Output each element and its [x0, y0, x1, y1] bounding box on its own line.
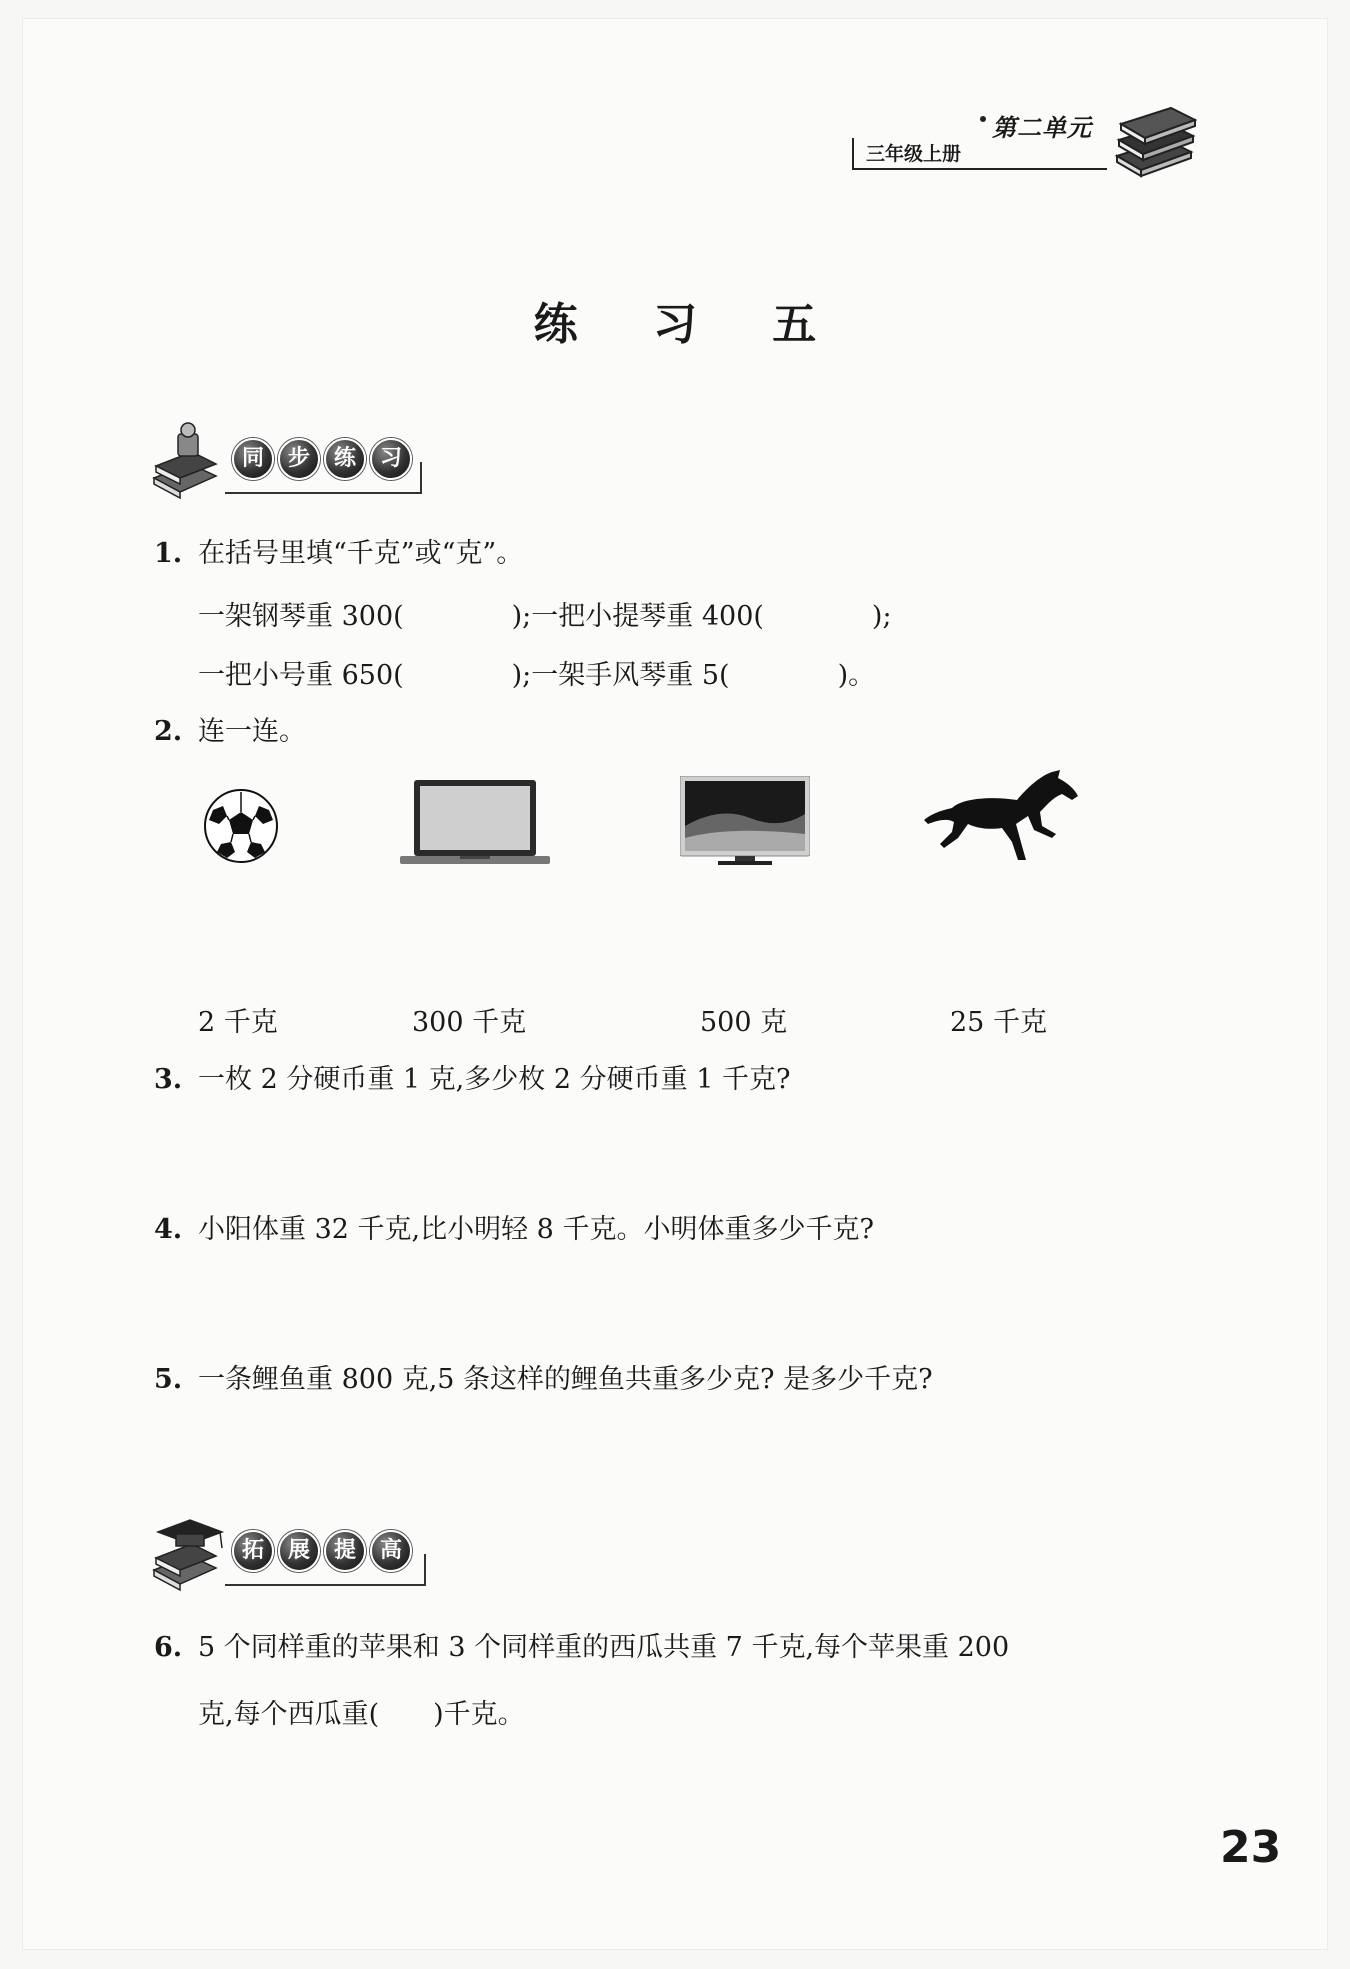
- section-char: 展: [278, 1530, 320, 1572]
- section-char: 同: [232, 438, 274, 480]
- unit-title: 第二单元: [992, 114, 1092, 142]
- laptop-image: [400, 778, 550, 866]
- section-char: 步: [278, 438, 320, 480]
- question-text: 一枚 2 分硬币重 1 克,多少枚 2 分硬币重 1 千克?: [198, 1064, 791, 1095]
- question-6-line-2: 克,每个西瓜重( )千克。: [198, 1699, 525, 1730]
- question-number: 4.: [154, 1214, 183, 1245]
- weight-label: 2 千克: [198, 1007, 278, 1038]
- question-text: 一条鲤鱼重 800 克,5 条这样的鲤鱼共重多少克? 是多少千克?: [198, 1364, 933, 1395]
- question-6: [154, 1628, 1009, 1668]
- question-1-line-1: 一架钢琴重 300( );一把小提琴重 400( );: [198, 601, 892, 632]
- weight-label: 25 千克: [950, 1007, 1047, 1038]
- graduation-cap-books-icon: [150, 1512, 230, 1592]
- weight-label: 500 克: [700, 1007, 788, 1038]
- section-practice-header: [150, 420, 422, 500]
- page-title: 练 习 五: [533, 299, 847, 350]
- books-lamp-icon: [150, 420, 230, 500]
- question-prompt: 连一连。: [198, 716, 306, 747]
- question-1: [154, 534, 523, 574]
- weight-label: 300 千克: [412, 1007, 527, 1038]
- grade-label: 三年级上册: [852, 138, 1107, 170]
- section-badges: [232, 1530, 412, 1572]
- section-char: 习: [370, 438, 412, 480]
- television-image: [680, 776, 810, 868]
- question-number: 1.: [154, 538, 183, 569]
- section-badges: [232, 438, 412, 480]
- question-number: 5.: [154, 1364, 183, 1395]
- question-number: 6.: [154, 1632, 183, 1663]
- question-2: [154, 712, 306, 752]
- question-5: [154, 1360, 933, 1400]
- question-3: [154, 1060, 790, 1100]
- section-char: 提: [324, 1530, 366, 1572]
- page-number: 23: [1220, 1822, 1282, 1873]
- section-extension-header: [150, 1512, 426, 1592]
- question-number: 2.: [154, 716, 183, 747]
- question-number: 3.: [154, 1064, 183, 1095]
- unit-header: [852, 100, 1192, 180]
- question-text: 5 个同样重的苹果和 3 个同样重的西瓜共重 7 千克,每个苹果重 200: [198, 1632, 1010, 1663]
- books-stack-icon: [1107, 100, 1197, 180]
- soccer-ball-image: [203, 788, 279, 864]
- horse-image: [922, 768, 1082, 868]
- question-text: 小阳体重 32 千克,比小明轻 8 千克。小明体重多少千克?: [198, 1214, 874, 1245]
- section-char: 高: [370, 1530, 412, 1572]
- section-char: 练: [324, 438, 366, 480]
- bullet-dot: [980, 116, 986, 122]
- question-4: [154, 1210, 874, 1250]
- question-1-line-2: 一把小号重 650( );一架手风琴重 5( )。: [198, 660, 876, 691]
- question-prompt: 在括号里填“千克”或“克”。: [198, 538, 524, 569]
- section-char: 拓: [232, 1530, 274, 1572]
